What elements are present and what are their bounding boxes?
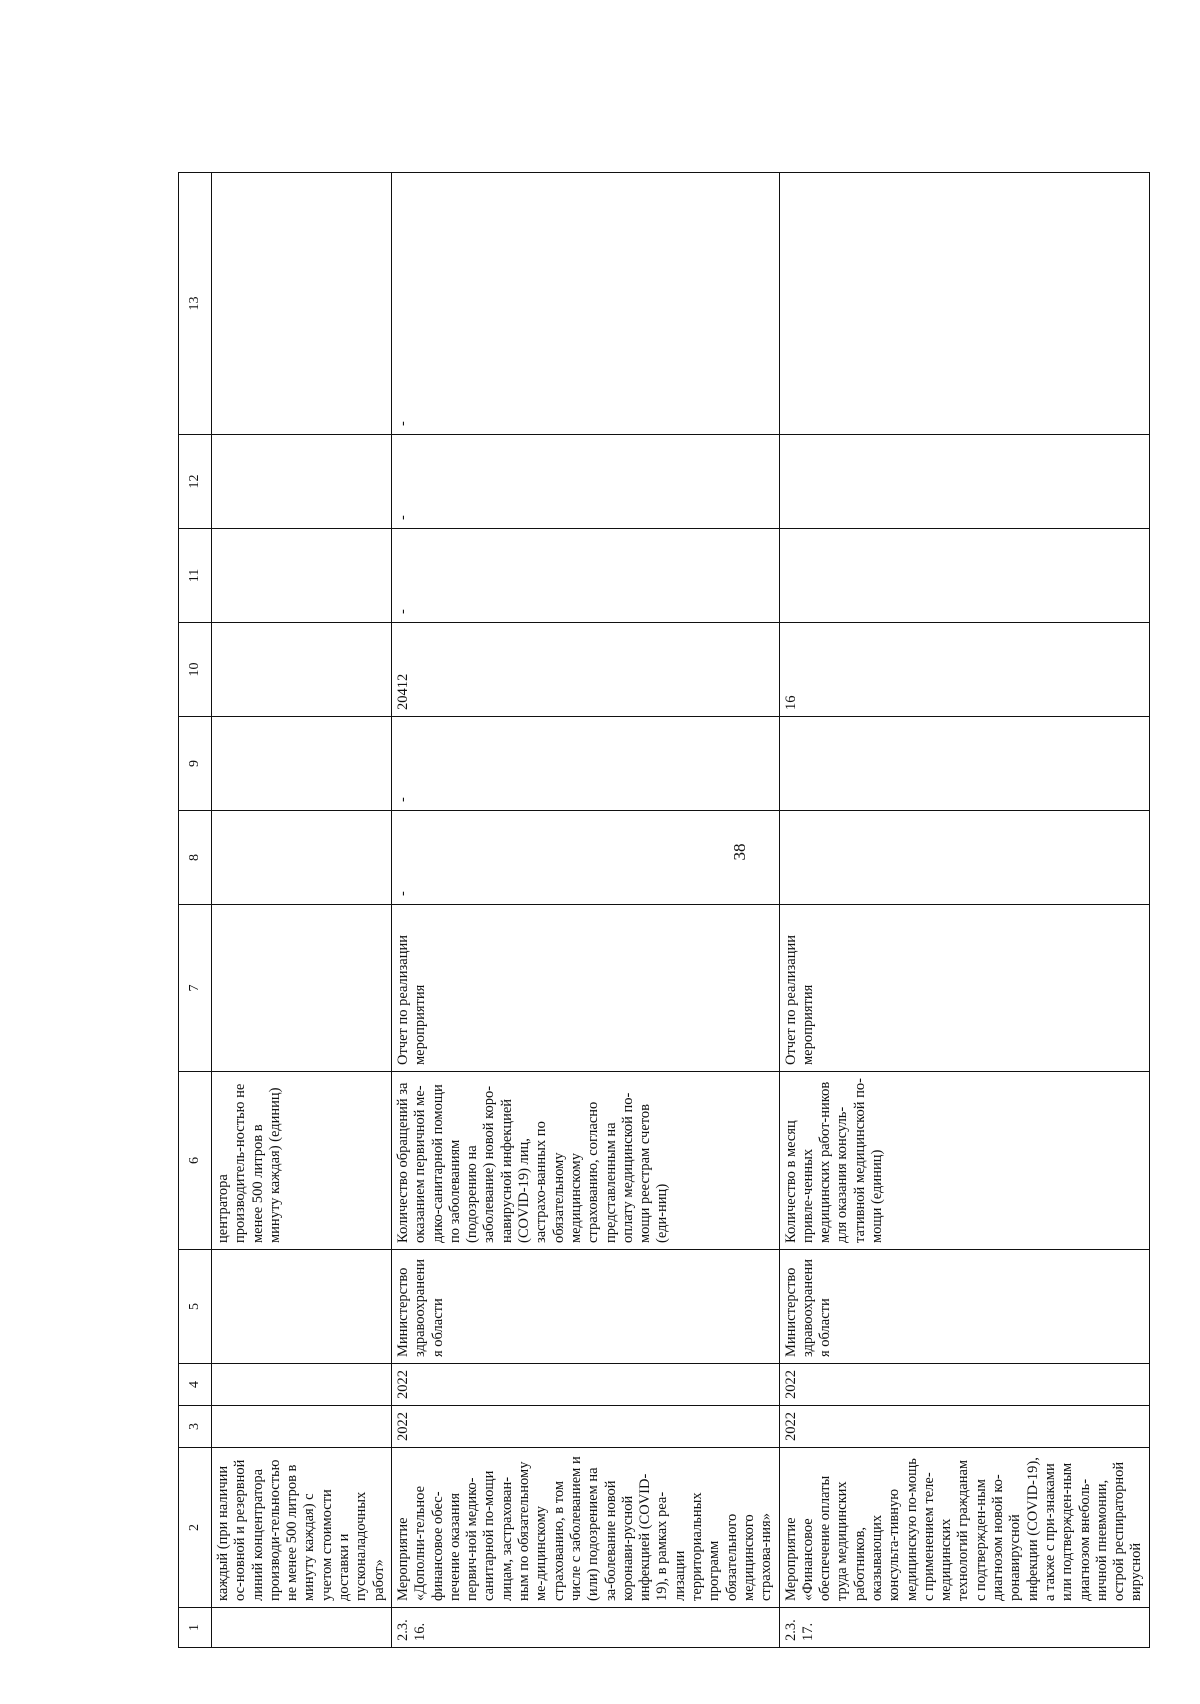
event-name: Мероприятие «Финансовое обеспечение оплаты труда медицинских работников, оказывающих консульта-тивную медицинскую по-мощь с применением теле-медицинских технологий гражданам с подтвержден-ным диагнозом новой ко-ронавирусной инфекции (COVID-19), а также с при-знаками или подтвержден-ным диагнозом внеболь-ничной пневмонии, острой респираторной вирусной: [779, 1448, 1149, 1608]
column-header: 13: [179, 173, 212, 435]
executor: Министерство здравоохранения области: [779, 1250, 1149, 1364]
value-col-8: [779, 811, 1149, 905]
value-col-10: 16: [779, 623, 1149, 717]
column-header: 2: [179, 1448, 212, 1608]
column-header: 5: [179, 1250, 212, 1364]
column-header: 10: [179, 623, 212, 717]
table-row: [779, 173, 1149, 1648]
data-source: Отчет по реализации мероприятия: [779, 905, 1149, 1072]
column-header: 11: [179, 529, 212, 623]
executor: Министерство здравоохранения области: [391, 1250, 779, 1364]
indicator: Количество обращений за оказанием первичной ме-дико-санитарной помощи по заболеваниям (подозрению на заболевание) новой коро-навирусной инфекцией (COVID-19) лиц, застрахо-ванных по обязательному медицинскому страхованию, согласно представленным на оплату медицинской по-мощи реестрам счетов (еди-ниц): [391, 1072, 779, 1250]
column-header: 8: [179, 811, 212, 905]
value-col-8: [212, 811, 392, 905]
table-row: [391, 173, 779, 1648]
column-header: 12: [179, 435, 212, 529]
data-source: [212, 905, 392, 1072]
indicator: центратора производитель-ностью не менее 500 литров в минуту каждая) (единиц): [212, 1072, 392, 1250]
value-col-13: [212, 173, 392, 435]
page-number: 38: [730, 843, 749, 861]
value-col-13: -: [391, 173, 779, 435]
measures-table: [178, 172, 1150, 1648]
event-name: Мероприятие «Дополни-тельное финансовое обес-печение оказания первич-ной медико-санитарной по-мощи лицам, застрахован-ным по обязательному ме-дицинскому страхованию, в том числе с заболеванием и (или) подозрением на за-болевание новой коронави-русной инфекцией (COVID-19), в рамках реа-лизации территориальных программ обязательного медицинского страхова-ния»: [391, 1448, 779, 1608]
data-source: Отчет по реализации мероприятия: [391, 905, 779, 1072]
value-col-13: [779, 173, 1149, 435]
value-col-12: [779, 435, 1149, 529]
end-year: 2022: [391, 1364, 779, 1406]
end-year: [212, 1364, 392, 1406]
value-col-9: [779, 717, 1149, 811]
value-col-12: [212, 435, 392, 529]
start-year: 2022: [391, 1406, 779, 1448]
value-col-12: -: [391, 435, 779, 529]
value-col-11: [779, 529, 1149, 623]
start-year: [212, 1406, 392, 1448]
indicator: Количество в месяц привле-ченных медицинских работ-ников для оказания консуль-тативной медицинской по-мощи (единиц): [779, 1072, 1149, 1250]
value-col-10: 20412: [391, 623, 779, 717]
column-header: 3: [179, 1406, 212, 1448]
value-col-9: [212, 717, 392, 811]
rotated-table-container: [178, 173, 1145, 1648]
value-col-11: [212, 529, 392, 623]
row-number: 2.3.16.: [391, 1608, 779, 1648]
column-header: 6: [179, 1072, 212, 1250]
column-header: 4: [179, 1364, 212, 1406]
row-number: [212, 1608, 392, 1648]
end-year: 2022: [779, 1364, 1149, 1406]
table-row: [212, 173, 392, 1648]
value-col-11: -: [391, 529, 779, 623]
start-year: 2022: [779, 1406, 1149, 1448]
executor: [212, 1250, 392, 1364]
value-col-10: [212, 623, 392, 717]
value-col-9: -: [391, 717, 779, 811]
column-header: 9: [179, 717, 212, 811]
column-number-row: [179, 173, 212, 1648]
value-col-8: -: [391, 811, 779, 905]
column-header: 7: [179, 905, 212, 1072]
row-number: 2.3.17.: [779, 1608, 1149, 1648]
column-header: 1: [179, 1608, 212, 1648]
event-name: каждый (при наличии ос-новной и резервной линий концентратора производи-тельностью не менее 500 литров в минуту каждая) с учетом стоимости доставки и пусконаладочных работ»: [212, 1448, 392, 1608]
